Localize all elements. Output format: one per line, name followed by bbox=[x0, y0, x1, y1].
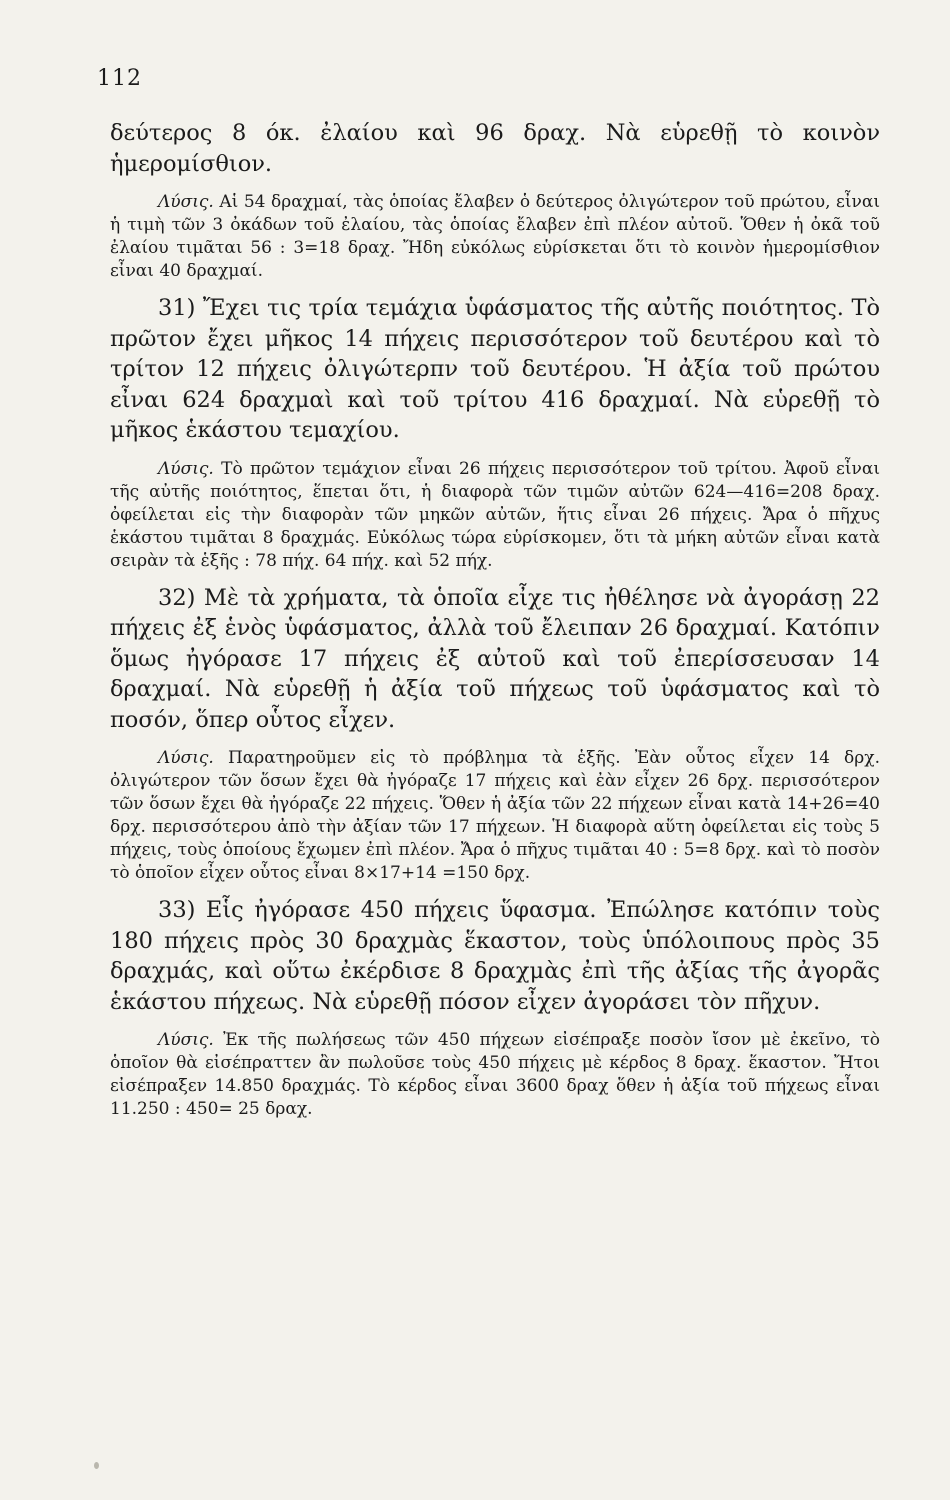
solution-paragraph bbox=[110, 747, 880, 885]
problem-33: 33) Εἷς ἠγόρασε 450 πήχεις ὕφασμα. Ἐπώλησε κατόπιν τοὺς 180 πήχεις πρὸς 30 δραχμὰς ἕκαστον, τοὺς ὑπόλοιπους πρὸς 35 δραχμάς, καὶ οὕτω ἐκέρδισε 8 δραχμὰς ἐπὶ τῆς ἀξίας τῆς ἀγορᾶς ἑκάστου πήχεως. Νὰ εὑρεθῇ πόσον εἶχεν ἀγοράσει τὸν πῆχυν. bbox=[110, 897, 880, 1015]
solution-label: Λύσις. bbox=[158, 748, 214, 768]
solution-text: Αἱ 54 δραχμαί, τὰς ὁποίας ἔλαβεν ὁ δεύτερος ὀλιγώτερον τοῦ πρώτου, εἶναι ἡ τιμὴ τῶν 3 ὀκάδων τοῦ ἐλαίου, τὰς ὁποίας ἔλαβεν ἐπὶ πλέον αὐτοῦ. Ὅθεν ἡ ὀκᾶ τοῦ ἐλαίου τιμᾶται 56 : 3=18 δραχ. Ἤδη εὐκόλως εὑρίσκεται ὅτι τὸ κοινὸν ἡμερομίσθιον εἶναι 40 δραχμαί. bbox=[110, 192, 880, 281]
solution-text: Παρατηροῦμεν εἰς τὸ πρόβλημα τὰ ἑξῆς. Ἐὰν οὗτος εἶχεν 14 δρχ. ὀλιγώτερον τῶν ὅσων ἔχει θὰ ἠγόραζε 17 πήχεις καὶ ἐὰν εἶχεν 26 δρχ. περισσότερον τῶν ὅσων ἔχει θὰ ἠγόραζε 22 πήχεις. Ὅθεν ἡ ἀξία τῶν 22 πήχεων εἶναι κατὰ 14+26=40 δρχ. περισσότερου ἀπὸ τὴν ἀξίαν τῶν 17 πήχεων. Ἡ διαφορὰ αὕτη ὀφείλεται εἰς τοὺς 5 πήχεις, τοὺς ὁποίους ἔχωμεν ἐπὶ πλέον. Ἄρα ὁ πῆχυς τιμᾶται 40 : 5=8 δρχ. καὶ τὸ ποσὸν τὸ ὁποῖον εἶχεν οὗτος εἶναι 8×17+14 =150 δρχ. bbox=[110, 748, 880, 883]
problem-31: 31) Ἔχει τις τρία τεμάχια ὑφάσματος τῆς αὐτῆς ποιότητος. Τὸ πρῶτον ἔχει μῆκος 14 πήχεις περισσότερον τοῦ δευτέρου καὶ τὸ τρίτον 12 πήχεις ὀλιγώτερπν τοῦ δευτέρου. Ἡ ἀξία τοῦ πρώτου εἶναι 624 δραχμαὶ καὶ τοῦ τρίτου 416 δραχμαί. Νὰ εὑρεθῇ τὸ μῆκος ἑκάστου τεμαχίου. bbox=[110, 295, 880, 443]
problem-32: 32) Μὲ τὰ χρήματα, τὰ ὁποῖα εἶχε τις ἠθέλησε νὰ ἀγοράσῃ 22 πήχεις ἐξ ἑνὸς ὑφάσματος, ἀλλὰ τοῦ ἔλειπαν 26 δραχμαί. Κατόπιν ὅμως ἠγόρασε 17 πήχεις ἐξ αὐτοῦ καὶ τοῦ ἐπερίσσευσαν 14 δραχμαί. Νὰ εὑρεθῇ ἡ ἀξία τοῦ πήχεως τοῦ ὑφάσματος καὶ τὸ ποσόν, ὅπερ οὗτος εἶχεν. bbox=[110, 584, 880, 733]
page-body bbox=[110, 118, 880, 1121]
solution-paragraph bbox=[110, 1029, 880, 1121]
paragraph-continuation: δεύτερος 8 όκ. ἐλαίου καὶ 96 δραχ. Νὰ εὑρεθῇ τὸ κοινὸν ἡμερομίσθιον. bbox=[110, 120, 880, 177]
page-number: 112 bbox=[97, 66, 142, 91]
solution-label: Λύσις. bbox=[158, 458, 214, 479]
solution-text: Ἐκ τῆς πωλήσεως τῶν 450 πήχεων εἰσέπραξε ποσὸν ἴσον μὲ ἐκεῖνο, τὸ ὁποῖον θὰ εἰσέπραττεν ἂν πωλοῦσε τοὺς 450 πήχεις μὲ κέρδος 8 δραχ. ἕκαστον. Ἤτοι εἰσέπραξεν 14.850 δραχμάς. Τὸ κέρδος εἶναι 3600 δραχ ὅθεν ἡ ἀξία τοῦ πήχεως εἶναι 11.250 : 450= 25 δραχ. bbox=[110, 1030, 880, 1119]
paper-speck bbox=[94, 1462, 99, 1469]
solution-paragraph bbox=[110, 191, 880, 283]
solution-text: Τὸ πρῶτον τεμάχιον εἶναι 26 πήχεις περισσότερον τοῦ τρίτου. Ἀφοῦ εἶναι τῆς αὐτῆς ποιότητος, ἕπεται ὅτι, ἡ διαφορὰ τῶν τιμῶν αὐτῶν 624—416=208 δραχ. ὀφείλεται εἰς τὴν διαφορὰν τῶν μηκῶν αὐτῶν, ἥτις εἶναι 26 πήχεις. Ἄρα ὁ πῆχυς ἑκάστου τιμᾶται 8 δραχμάς. Εὐκόλως τώρα εὑρίσκομεν, ὅτι τὰ μήκη αὐτῶν εἶναι κατὰ σειρὰν τὰ ἑξῆς : 78 πήχ. 64 πήχ. καὶ 52 πήχ. bbox=[110, 458, 881, 571]
solution-label: Λύσις. bbox=[158, 192, 214, 212]
solution-label: Λύσις. bbox=[158, 1030, 214, 1050]
solution-paragraph bbox=[110, 458, 880, 573]
